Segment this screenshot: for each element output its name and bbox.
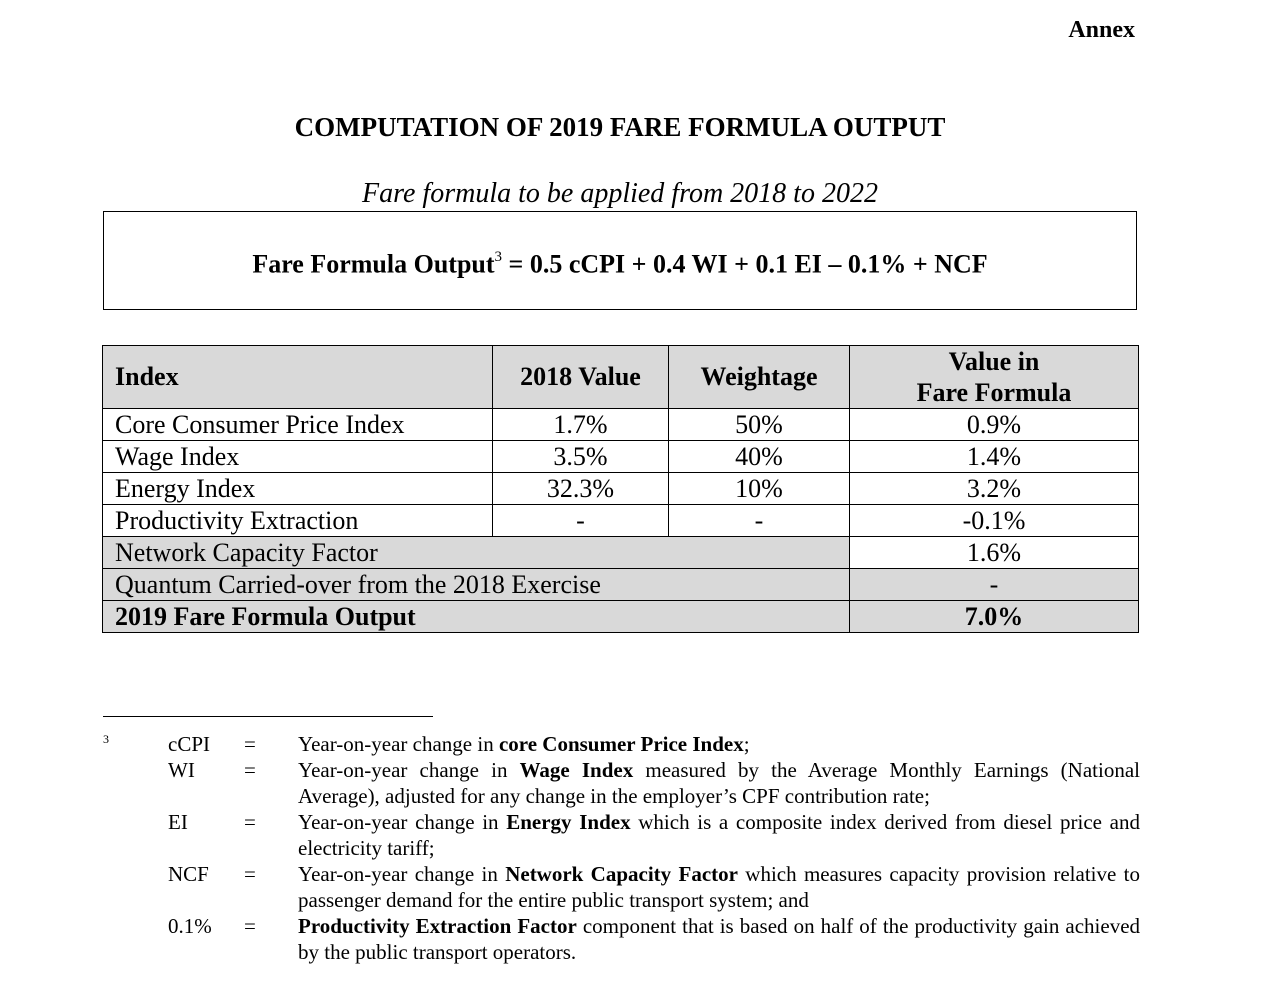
row-formula-value: 1.4% [850, 441, 1139, 473]
table-row-total [103, 601, 1139, 633]
footnote-definition: Year-on-year change in Wage Index measured by the Average Monthly Earnings (National Average), adjusted for any change in the employer’s CPF contribution rate; [298, 758, 1140, 808]
fare-formula [252, 242, 987, 282]
row-weightage: - [669, 505, 850, 537]
table-header-row [103, 346, 1139, 409]
footnote-entry [168, 809, 1140, 861]
footnote-entry [168, 757, 1140, 809]
table-row [103, 409, 1139, 441]
header-value-line2: Fare Formula [916, 378, 1072, 407]
table-row [103, 473, 1139, 505]
total-value: 7.0% [850, 601, 1139, 633]
footnote-abbreviation: NCF [168, 862, 209, 886]
footnote-equals: = [244, 732, 256, 756]
footnote-definition: Productivity Extraction Factor component that is based on half of the productivity gain achieved by the public transport operators. [298, 914, 1141, 964]
header-index: Index [103, 346, 493, 409]
document-title: COMPUTATION OF 2019 FARE FORMULA OUTPUT [294, 112, 946, 142]
row-index-label: Wage Index [103, 441, 493, 473]
footnote-divider [103, 716, 433, 717]
row-2018-value: - [493, 505, 669, 537]
footnote-entry [168, 913, 1140, 965]
footnote-definition: Year-on-year change in Energy Index which is a composite index derived from diesel price and electricity tariff; [298, 810, 1140, 860]
row-2018-value: 3.5% [493, 441, 669, 473]
header-value-in-fare-formula [850, 346, 1139, 409]
footnote-abbreviation: cCPI [168, 732, 210, 756]
footnote-equals: = [244, 914, 256, 938]
row-2018-value: 1.7% [493, 409, 669, 441]
row-weightage: 10% [669, 473, 850, 505]
footnote-definition: Year-on-year change in Network Capacity Factor which measures capacity provision relative to passenger demand for the entire public transport system; and [298, 862, 1140, 912]
footnote-abbreviation: EI [168, 810, 188, 834]
formula-box [103, 211, 1137, 310]
annex-label: Annex [1068, 17, 1135, 43]
computation-table [102, 345, 1139, 633]
total-label: 2019 Fare Formula Output [103, 601, 850, 633]
table-row-merged [103, 569, 1139, 601]
row-index-label: Productivity Extraction [103, 505, 493, 537]
row-formula-value: 3.2% [850, 473, 1139, 505]
row-index-label: Energy Index [103, 473, 493, 505]
table-row [103, 505, 1139, 537]
document-subtitle: Fare formula to be applied from 2018 to 2022 [362, 178, 878, 209]
table-row-merged [103, 537, 1139, 569]
row-index-label: Quantum Carried-over from the 2018 Exercise [103, 569, 850, 601]
header-value-line1: Value in [948, 347, 1040, 376]
row-formula-value: 0.9% [850, 409, 1139, 441]
footnote-equals: = [244, 862, 256, 886]
formula-rhs: = 0.5 cCPI + 0.4 WI + 0.1 EI – 0.1% + NCF [502, 249, 988, 279]
header-weightage: Weightage [669, 346, 850, 409]
footnote-marker: 3 [103, 732, 109, 746]
footnote-reference[interactable]: 3 [494, 248, 503, 265]
row-2018-value: 32.3% [493, 473, 669, 505]
formula-lhs: Fare Formula Output [252, 249, 495, 279]
row-weightage: 40% [669, 441, 850, 473]
footnote-abbreviation: 0.1% [168, 914, 212, 938]
footnote-equals: = [244, 758, 256, 782]
footnote-definitions [168, 731, 1140, 965]
row-formula-value: -0.1% [850, 505, 1139, 537]
footnote-entry [168, 861, 1140, 913]
row-index-label: Core Consumer Price Index [103, 409, 493, 441]
footnote-abbreviation: WI [168, 758, 195, 782]
row-formula-value: - [850, 569, 1139, 601]
header-2018-value: 2018 Value [493, 346, 669, 409]
row-weightage: 50% [669, 409, 850, 441]
table-row [103, 441, 1139, 473]
row-formula-value: 1.6% [850, 537, 1139, 569]
footnote-definition: Year-on-year change in core Consumer Price Index; [298, 732, 750, 756]
row-index-label: Network Capacity Factor [103, 537, 850, 569]
footnote-equals: = [244, 810, 256, 834]
footnote-entry [168, 731, 1140, 757]
